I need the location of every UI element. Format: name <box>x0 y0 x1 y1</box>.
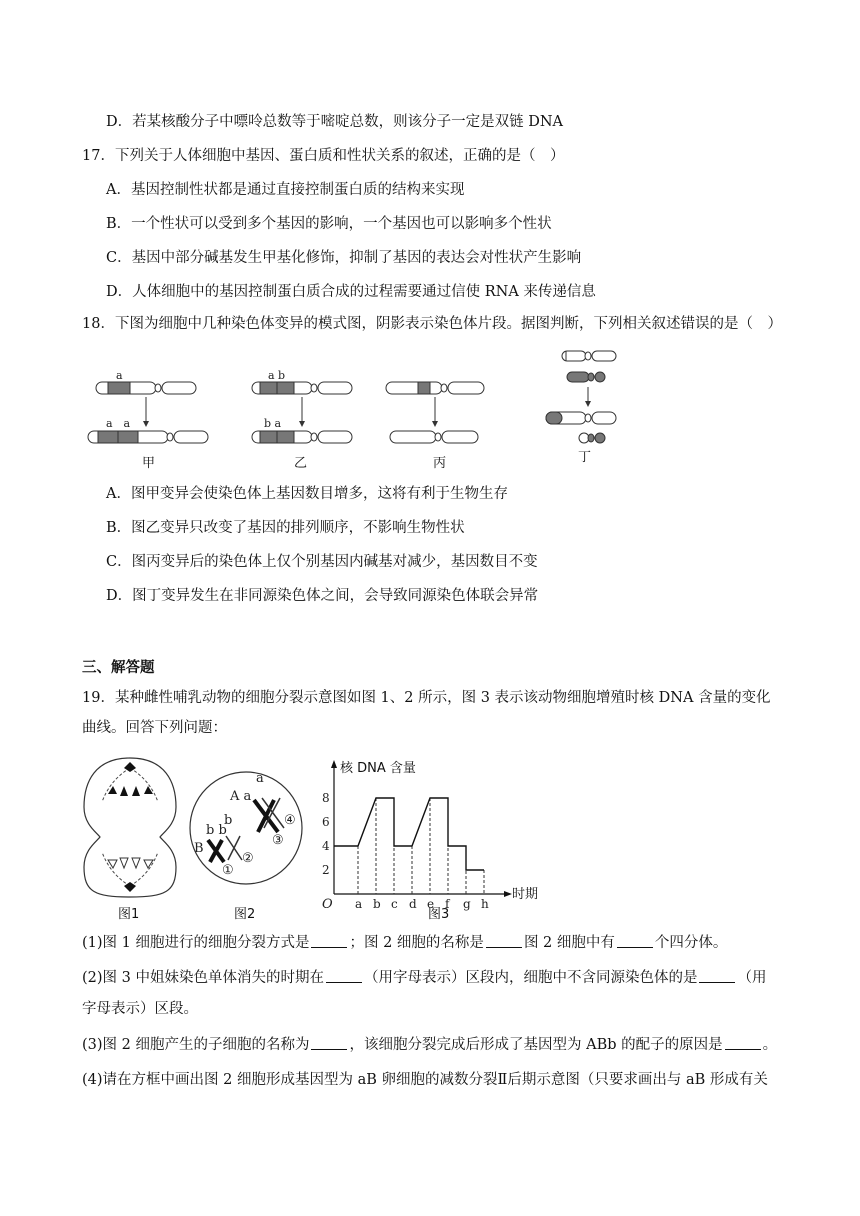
answer-blank-1[interactable] <box>311 933 347 948</box>
figure-yi <box>252 369 352 471</box>
q18-option-d: D．图丁变异发生在非同源染色体之间，会导致同源染色体联会异常 <box>106 588 539 604</box>
jia-top-label: a <box>116 369 123 382</box>
q19-part3-text-a: (3)图 2 细胞产生的子细胞的名称为 <box>82 1037 310 1053</box>
fig2-label-a: a <box>256 771 264 786</box>
chart-x-tick-f: f <box>445 897 450 911</box>
q18-chromosome-figure <box>80 345 640 475</box>
q19-part1-text-d: 个四分体。 <box>654 935 728 951</box>
q17-stem: 17．下列关于人体细胞中基因、蛋白质和性状关系的叙述，正确的是（ ） <box>82 148 565 164</box>
answer-blank-4[interactable] <box>326 968 362 983</box>
jia-bottom-label: a a <box>106 417 131 430</box>
q19-part1-text-c: 图 2 细胞中有 <box>523 935 615 951</box>
fig2-caption: 图2 <box>234 907 256 922</box>
answer-blank-5[interactable] <box>699 968 735 983</box>
chart-x-tick-e: e <box>427 897 435 911</box>
answer-blank-7[interactable] <box>725 1035 761 1050</box>
yi-top-label: a b <box>268 369 286 382</box>
q19-part1 <box>82 933 727 953</box>
chart-y-tick-2: 2 <box>322 863 330 877</box>
q19-part2-cont: 字母表示）区段。 <box>82 1001 198 1017</box>
ding-caption: 丁 <box>578 450 592 465</box>
chart-y-tick-8: 8 <box>322 791 330 805</box>
q17-option-a: A．基因控制性状都是通过直接控制蛋白质的结构来实现 <box>106 182 465 198</box>
bing-caption: 丙 <box>433 456 447 471</box>
q19-part1-text-b: ；图 2 细胞的名称是 <box>349 935 484 951</box>
figure-ding <box>546 351 616 465</box>
chart-y-tick-6: 6 <box>322 815 330 829</box>
section-title: 三、解答题 <box>82 660 155 676</box>
chart-ylabel: 核 DNA 含量 <box>340 761 416 776</box>
fig2-label-B: B <box>194 841 204 856</box>
q19-part2-text-b: （用字母表示）区段内，细胞中不含同源染色体的是 <box>363 970 698 986</box>
fig2-label-b-pair: b b <box>206 823 227 838</box>
q19-part1-text-a: (1)图 1 细胞进行的细胞分裂方式是 <box>82 935 310 951</box>
figure-bing <box>386 382 484 471</box>
q17-option-c: C．基因中部分碱基发生甲基化修饰，抑制了基因的表达会对性状产生影响 <box>106 250 582 266</box>
chart-x-tick-a: a <box>355 897 363 911</box>
q19-figure-1 <box>80 752 180 922</box>
chart-y-tick-4: 4 <box>322 839 330 853</box>
jia-caption: 甲 <box>142 456 156 471</box>
fig2-number-3: ③ <box>272 833 284 848</box>
q19-figure-3-chart <box>316 752 556 922</box>
fig2-number-1: ① <box>222 863 234 878</box>
chart-x-tick-g: g <box>463 897 471 911</box>
yi-bottom-label: b a <box>264 417 282 430</box>
chart-x-tick-h: h <box>481 897 489 911</box>
chart-x-tick-origin: O <box>322 897 333 912</box>
q19-part2-text-a: (2)图 3 中姐妹染色单体消失的时期在 <box>82 970 324 986</box>
q17-option-b: B．一个性状可以受到多个基因的影响，一个基因也可以影响多个性状 <box>106 216 552 232</box>
q16-option-d: D．若某核酸分子中嘌呤总数等于嘧啶总数，则该分子一定是双链 DNA <box>106 114 564 130</box>
q19-figure-2 <box>186 752 306 922</box>
q18-stem: 18．下图为细胞中几种染色体变异的模式图，阴影表示染色体片段。据图判断，下列相关叙述错误的是（ ） <box>82 316 782 332</box>
q19-part4: (4)请在方框中画出图 2 细胞形成基因型为 aB 卵细胞的减数分裂Ⅱ后期示意图（只要求画出与 aB 形成有关 <box>82 1072 768 1088</box>
q18-option-c: C．图丙变异后的染色体上仅个别基因内碱基对减少，基因数目不变 <box>106 554 538 570</box>
q19-part2-text-c: （用 <box>737 970 767 986</box>
chart-series-line <box>334 798 484 870</box>
figure-jia <box>88 369 208 471</box>
q17-option-d: D．人体细胞中的基因控制蛋白质合成的过程需要通过信使 RNA 来传递信息 <box>106 284 596 300</box>
answer-blank-2[interactable] <box>486 933 522 948</box>
answer-blank-6[interactable] <box>311 1035 347 1050</box>
chart-xlabel: 时期 <box>512 887 539 902</box>
q19-part3-text-b: ，该细胞分裂完成后形成了基因型为 ABb 的配子的原因是 <box>349 1037 723 1053</box>
fig2-label-A-pair: A a <box>230 789 252 804</box>
chart-x-tick-d: d <box>409 897 417 911</box>
q19-stem-line2: 曲线。回答下列问题： <box>82 720 227 736</box>
chart-x-tick-c: c <box>391 897 398 911</box>
fig3-caption: 图3 <box>428 907 450 922</box>
q18-option-a: A．图甲变异会使染色体上基因数目增多，这将有利于生物生存 <box>106 486 508 502</box>
q18-option-b: B．图乙变异只改变了基因的排列顺序，不影响生物性状 <box>106 520 465 536</box>
yi-caption: 乙 <box>294 456 308 471</box>
fig1-caption: 图1 <box>118 907 140 922</box>
fig2-number-4: ④ <box>284 813 296 828</box>
answer-blank-3[interactable] <box>617 933 653 948</box>
fig2-number-2: ② <box>242 851 254 866</box>
q19-part3 <box>82 1035 777 1055</box>
q19-part3-text-c: 。 <box>762 1037 778 1053</box>
chart-x-tick-b: b <box>373 897 381 911</box>
q19-part2 <box>82 968 766 988</box>
fig2-label-b: b <box>224 813 233 828</box>
q19-stem-line1: 19．某种雌性哺乳动物的细胞分裂示意图如图 1、2 所示，图 3 表示该动物细胞增殖时核 DNA 含量的变化 <box>82 690 771 706</box>
